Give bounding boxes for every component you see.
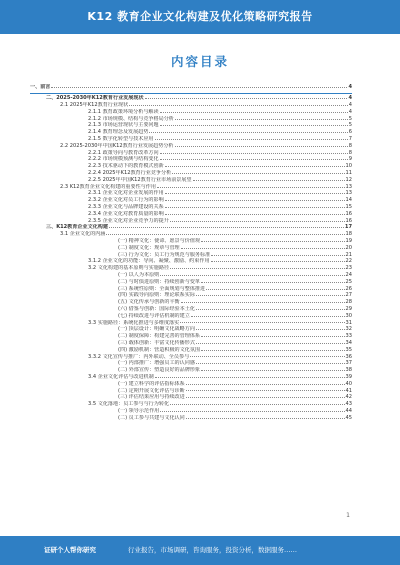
toc-entry-title: 2.1 2025年K12教育行业现状 — [60, 102, 129, 109]
toc-leader-dots — [165, 200, 345, 201]
toc-entry-page: 39 — [345, 373, 352, 380]
toc-entry[interactable] — [30, 190, 352, 197]
toc-leader-dots — [193, 180, 345, 181]
toc-entry-title: (二) 员工参与共建与文化认同 — [118, 414, 185, 421]
toc-entry-page: 30 — [345, 312, 352, 319]
toc-entry[interactable] — [30, 279, 352, 286]
toc-leader-dots — [160, 112, 348, 113]
toc-entry-title: (一) 领导示范作用 — [118, 407, 160, 414]
toc-entry-title: (三) 载体创新：丰富文化传播形式 — [118, 339, 195, 346]
toc-entry-page: 38 — [345, 367, 352, 374]
toc-entry-title: (一) 以人为本原则 — [118, 272, 160, 279]
footer-services: 行业报告，市场调研，咨询服务，投资分析，数据服务…… — [128, 546, 297, 554]
toc-entry-page: 4 — [348, 95, 352, 102]
toc-entry-title: (一) 顶层设计：明确文化战略方向 — [118, 326, 195, 333]
toc-leader-dots — [149, 132, 347, 133]
toc-entry[interactable] — [30, 258, 352, 265]
toc-leader-dots — [160, 275, 344, 276]
toc-leader-dots — [196, 309, 345, 310]
toc-entry-title: (一) 精神文化：使命、愿景与价值观 — [118, 238, 201, 245]
toc-leader-dots — [190, 356, 344, 357]
toc-leader-dots — [155, 139, 348, 140]
toc-entry[interactable] — [30, 129, 352, 136]
toc-entry-page: 21 — [345, 251, 352, 258]
toc-entry-title: 3.3 实施路径：系统化推进与多维度落实 — [88, 319, 180, 326]
toc-entry[interactable] — [30, 218, 352, 225]
toc-entry[interactable] — [30, 381, 352, 388]
divider — [30, 93, 352, 95]
footer-brand: 证研个人帮你研究 — [44, 546, 96, 554]
toc-entry[interactable] — [30, 224, 352, 231]
toc-entry-title: 一、前言 — [30, 84, 51, 90]
toc-entry-page: 13 — [345, 190, 352, 197]
toc-entry-title: 3.1.2 企业文化的功能：导向、凝聚、激励、约束作用 — [88, 258, 210, 265]
toc-leader-dots — [170, 221, 345, 222]
toc-entry-page: 25 — [345, 278, 352, 285]
toc-entry-page: 27 — [345, 292, 352, 299]
toc-entry-page: 5 — [348, 115, 352, 122]
toc-leader-dots — [155, 377, 345, 378]
toc-entry-page: 34 — [345, 339, 352, 346]
toc-entry[interactable] — [30, 143, 352, 150]
toc-leader-dots — [211, 261, 345, 262]
toc-leader-dots — [191, 316, 345, 317]
toc-entry-page: 6 — [348, 129, 352, 136]
toc-entry-title: 2.2.5 2025年中国K12教育行业市场前景展望 — [88, 176, 192, 183]
toc-heading: 内容目录 — [170, 54, 229, 69]
toc-leader-dots — [201, 370, 345, 371]
toc-entry-page: 16 — [345, 210, 352, 217]
toc-entry-title: 2.1.3 市场运营现状与主要问题 — [88, 122, 159, 129]
toc-leader-dots — [196, 295, 345, 296]
toc-entry[interactable] — [30, 374, 352, 381]
toc-entry-page: 4 — [348, 108, 352, 115]
toc-entry-page: 16 — [345, 217, 352, 224]
toc-entry-title: 2.3.1 企业文化对企业发展的作用 — [88, 190, 164, 197]
toc-leader-dots — [160, 411, 344, 412]
toc-entry[interactable] — [30, 265, 352, 272]
toc-leader-dots — [181, 302, 345, 303]
toc-entry-page: 43 — [345, 401, 352, 408]
toc-entry-title: 2.3.3 企业文化与品牌建设的关系 — [88, 204, 164, 211]
toc-entry-page: 14 — [345, 197, 352, 204]
toc-entry[interactable] — [30, 313, 352, 320]
toc-entry-title: 3.1 企业文化的内涵 — [60, 231, 106, 238]
toc-entry[interactable] — [30, 177, 352, 184]
toc-entry[interactable] — [30, 197, 352, 204]
toc-entry-page: 17 — [344, 224, 352, 231]
toc-entry-title: 2.3.5 企业文化对企业竞争力的提升 — [88, 217, 169, 224]
toc-entry[interactable] — [30, 354, 352, 361]
toc-leader-dots — [175, 146, 348, 147]
toc-entry[interactable] — [30, 408, 352, 415]
toc-entry-title: (五) 文化传承与创新的平衡 — [118, 299, 180, 306]
toc-entry-page: 8 — [348, 142, 352, 149]
footer-bar — [0, 536, 400, 565]
toc-entry[interactable] — [30, 306, 352, 313]
toc-entry[interactable] — [30, 156, 352, 163]
toc-entry[interactable] — [30, 299, 352, 306]
toc-leader-dots — [160, 125, 348, 126]
toc-entry-page: 24 — [345, 272, 352, 279]
toc-leader-dots — [165, 193, 345, 194]
toc-leader-dots — [181, 248, 345, 249]
toc-entry-page: 15 — [345, 204, 352, 211]
toc-entry-page: 35 — [345, 346, 352, 353]
toc-leader-dots — [165, 214, 345, 215]
toc-entry-page: 20 — [345, 244, 352, 251]
toc-entry-page: 10 — [345, 163, 352, 170]
toc-entry[interactable] — [30, 326, 352, 333]
toc-leader-dots — [196, 363, 345, 364]
toc-entry[interactable] — [30, 286, 352, 293]
toc-leader-dots — [165, 166, 345, 167]
toc-entry-page: 12 — [345, 176, 352, 183]
toc-leader-dots — [175, 119, 348, 120]
toc-entry[interactable] — [30, 333, 352, 340]
toc-entry-title: (二) 制度文化：规章与管理 — [118, 244, 180, 251]
toc-entry-title: (六) 借鉴与创新：国际经验本土化 — [118, 306, 195, 312]
toc-entry-page: 28 — [345, 299, 352, 306]
toc-entry[interactable] — [30, 401, 352, 408]
toc-leader-dots — [165, 207, 345, 208]
toc-entry[interactable] — [30, 252, 352, 259]
toc-entry[interactable] — [30, 163, 352, 170]
toc-entry-title: 2.1.2 市场规模、结构与竞争格局分析 — [88, 115, 174, 122]
toc-leader-dots — [186, 418, 345, 419]
toc-leader-dots — [201, 282, 345, 283]
toc-leader-dots — [206, 289, 344, 290]
toc-entry[interactable] — [30, 320, 352, 327]
toc-entry-page: 32 — [345, 326, 352, 333]
toc-entry-title: 3.3.2 文化宣传与推广：内外联动、全员参与 — [88, 353, 190, 360]
toc-leader-dots — [201, 350, 345, 351]
toc-entry[interactable] — [30, 211, 352, 218]
toc-entry-page: 41 — [345, 387, 352, 394]
toc-leader-dots — [186, 397, 345, 398]
toc-leader-dots — [196, 329, 345, 330]
toc-leader-dots — [51, 87, 347, 88]
toc-leader-dots — [186, 384, 345, 385]
toc-entry-title: (一) 内部推广：增强员工的认同感 — [118, 360, 195, 367]
toc-entry-title: (三) 行为文化：员工行为规范与服务标准 — [118, 251, 211, 258]
toc-entry-title: 3.4 企业文化评估与改进机制 — [88, 373, 154, 380]
toc-entry[interactable] — [30, 347, 352, 354]
toc-entry-title: 二、2025-2030年K12教育行业发展现状 — [46, 95, 144, 102]
toc-entry-title: 三、K12教育企业文化构建 — [46, 224, 108, 231]
toc-entry[interactable] — [30, 238, 352, 245]
toc-entry-page: 29 — [345, 306, 352, 312]
toc-entry[interactable] — [30, 292, 352, 299]
toc-entry[interactable] — [30, 102, 352, 109]
toc-entry-title: 2.2.3 技术驱动下的教育模式创新 — [88, 163, 164, 170]
report-title: K12 教育企业文化构建及优化策略研究报告 — [87, 10, 313, 23]
toc-entry[interactable] — [30, 122, 352, 129]
toc-entry-page: 11 — [345, 170, 352, 177]
toc-entry-title: 2.1.4 教育理念及发展趋势 — [88, 129, 149, 136]
toc-entry-page: 8 — [348, 149, 352, 156]
toc-leader-dots — [109, 227, 344, 228]
toc-entry-title: 2.1.5 数字化转型与技术应用 — [88, 136, 154, 143]
toc-entry-title: 3.5 文化落地：员工参与与行为转化 — [88, 401, 170, 408]
toc-entry-page: 36 — [345, 353, 352, 360]
toc-leader-dots — [106, 234, 344, 235]
toc-entry-page: 5 — [348, 122, 352, 129]
toc-entry[interactable] — [30, 116, 352, 123]
toc-entry-page: 33 — [345, 333, 352, 340]
toc-leader-dots — [145, 98, 348, 99]
toc-entry-title: 2.2.4 2025年K12教育行业竞争分析 — [88, 170, 172, 177]
toc-entry[interactable] — [30, 231, 352, 238]
toc-entry[interactable] — [30, 340, 352, 347]
toc-entry[interactable] — [30, 245, 352, 252]
toc-entry[interactable] — [30, 95, 352, 102]
toc-entry-title: (三) 系统性原则：全面规划与整体推进 — [118, 285, 206, 292]
toc-entry[interactable] — [30, 184, 352, 191]
toc-entry-title: (四) 实践导向原则：理论联系实际 — [118, 292, 195, 299]
toc-entry-title: (二) 与时俱进原则：持续创新与变革 — [118, 278, 201, 285]
toc-entry[interactable] — [30, 170, 352, 177]
toc-leader-dots — [201, 336, 345, 337]
toc-entry-page: 44 — [345, 407, 352, 414]
toc-entry-page: 13 — [345, 183, 352, 190]
toc-entry-page: 40 — [345, 380, 352, 387]
toc-entry-page: 45 — [345, 414, 352, 421]
toc-entry-title: 3.2 文化构建的基本原则与实施路径 — [88, 265, 170, 272]
toc-entry-title: (二) 定期开展文化评估与诊断 — [118, 387, 185, 394]
toc-entry[interactable] — [30, 360, 352, 367]
header-bar — [0, 0, 400, 34]
toc-entry-title: (二) 外部宣传：塑造良好的品牌形象 — [118, 367, 201, 374]
toc-entry-title: 2.2.1 政策导向与教育改革方向 — [88, 149, 159, 156]
toc-entry-page: 4 — [348, 84, 352, 90]
toc-leader-dots — [157, 187, 345, 188]
toc-leader-dots — [180, 322, 344, 323]
toc-entry-title: (一) 建立科学的评估指标体系 — [118, 380, 185, 387]
toc-entry[interactable] — [30, 394, 352, 401]
toc-entry-page: 9 — [348, 156, 352, 163]
toc-entry[interactable] — [30, 367, 352, 374]
toc-entry[interactable] — [30, 415, 352, 422]
toc-entry-page: 19 — [345, 238, 352, 245]
toc-entry-title: 2.2.2 市场规模预测与结构变化 — [88, 156, 159, 163]
toc-entry-title: 2.3 K12教育企业文化构建的重要性与作用 — [60, 183, 156, 190]
toc-entry-page: 23 — [345, 265, 352, 272]
toc-entry-page: 31 — [345, 319, 352, 326]
toc-entry-title: 2.3.2 企业文化对员工行为的影响 — [88, 197, 164, 204]
toc-entry-title: 2.2 2025-2030年中国K12教育行业发展趋势分析 — [60, 142, 174, 149]
toc-entry[interactable] — [30, 388, 352, 395]
toc-entry-page: 7 — [348, 136, 352, 143]
toc-entry-page: 22 — [345, 258, 352, 265]
toc-entry-page: 18 — [345, 231, 352, 238]
toc-leader-dots — [196, 343, 345, 344]
toc-entry[interactable] — [30, 84, 352, 91]
toc-leader-dots — [201, 241, 345, 242]
toc-entry-page: 26 — [345, 285, 352, 292]
toc-leader-dots — [172, 173, 344, 174]
toc-entry-title: (三) 评估结果应用与持续改进 — [118, 394, 185, 401]
toc-leader-dots — [160, 153, 348, 154]
toc-leader-dots — [160, 159, 348, 160]
toc-entry[interactable] — [30, 150, 352, 157]
toc-leader-dots — [211, 255, 344, 256]
toc-entry-title: 2.3.4 企业文化对教育质量的影响 — [88, 210, 164, 217]
toc-entry-title: (二) 制度保障：构建完善的管理体系 — [118, 333, 201, 340]
toc-entry[interactable] — [30, 109, 352, 116]
toc-entry-title: (四) 激励机制：营造积极的文化氛围 — [118, 346, 201, 353]
toc-leader-dots — [170, 268, 344, 269]
toc-leader-dots — [186, 390, 345, 391]
toc-entry-title: 2.1.1 教育政策环境分析与解读 — [88, 108, 159, 115]
toc-leader-dots — [129, 105, 348, 106]
toc-leader-dots — [170, 404, 344, 405]
toc-entry-page: 37 — [345, 360, 352, 367]
toc-entry[interactable] — [30, 204, 352, 211]
toc-entry[interactable] — [30, 272, 352, 279]
table-of-contents — [30, 84, 352, 422]
toc-entry-title: (七) 持续改进与评估机制的建立 — [118, 312, 190, 319]
toc-entry[interactable] — [30, 136, 352, 143]
toc-entry-page: 42 — [345, 394, 352, 401]
toc-entry-page: 4 — [348, 102, 352, 109]
page-number: 1 — [346, 512, 350, 519]
